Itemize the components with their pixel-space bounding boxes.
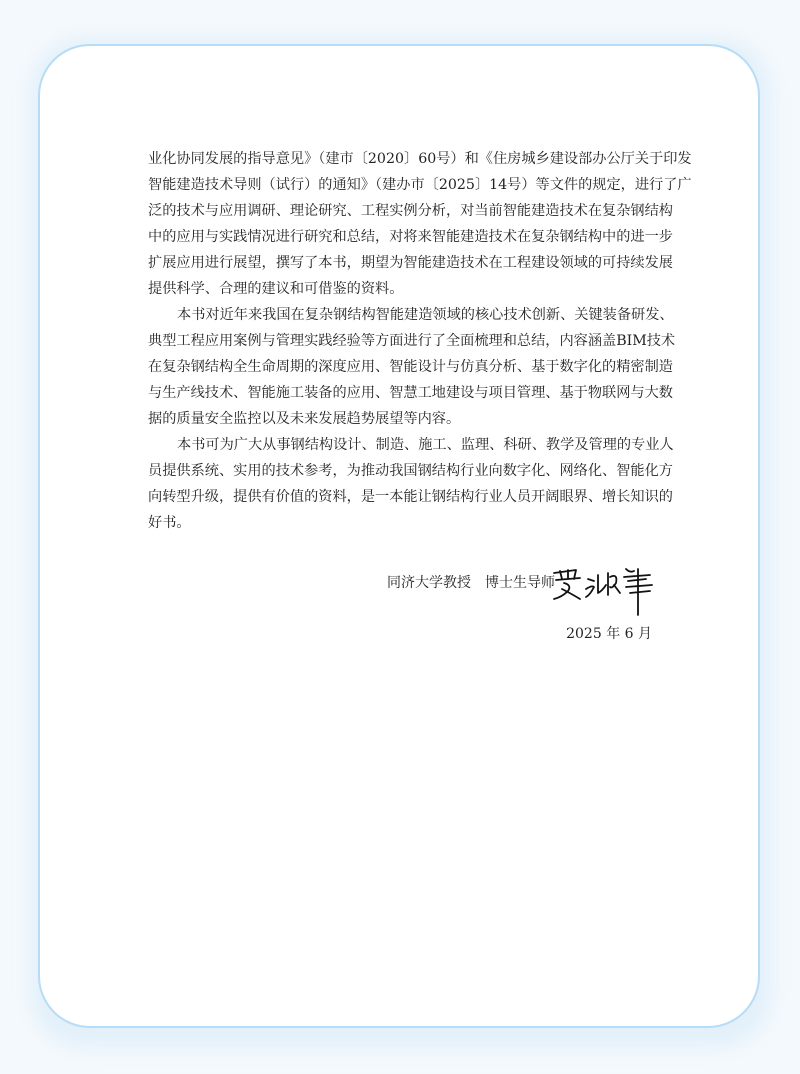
affiliation: 同济大学教授 [387,575,471,591]
text-line: 中的应用与实践情况进行研究和总结，对将来智能建造技术在复杂钢结构中的进一步 [148,229,673,245]
text-line: 向转型升级，提供有价值的资料，是一本能让钢结构行业人员开阔眼界、增长知识的 [148,489,673,505]
text-line: 本书对近年来我国在复杂钢结构智能建造领域的核心技术创新、关键装备研发、 [177,307,674,323]
handwritten-signature [550,565,660,617]
text-line: 扩展应用进行展望，撰写了本书，期望为智能建造技术在工程建设领域的可持续发展 [148,255,673,271]
preface-body [148,146,692,536]
text-line: 好书。 [148,515,191,531]
text-line: 员提供系统、实用的技术参考，为推动我国钢结构行业向数字化、网络化、智能化方 [148,463,673,479]
text-line: 本书可为广大从事钢结构设计、制造、施工、监理、科研、教学及管理的专业人 [177,437,674,453]
text-line: 智能建造技术导则（试行）的通知》（建办市〔2025〕14号）等文件的规定，进行了广 [148,177,692,193]
text-line: 在复杂钢结构全生命周期的深度应用、智能设计与仿真分析、基于数字化的精密制造 [148,359,673,375]
text-line: 典型工程应用案例与管理实践经验等方面进行了全面梳理和总结，内容涵盖BIM技术 [148,333,676,349]
signature-row [387,572,555,592]
author-title: 博士生导师 [485,575,555,591]
text-line: 提供科学、合理的建议和可借鉴的资料。 [148,281,404,297]
text-line: 泛的技术与应用调研、理论研究、工程实例分析，对当前智能建造技术在复杂钢结构 [148,203,673,219]
text-line: 业化协同发展的指导意见》（建市〔2020〕60号）和《住房城乡建设部办公厅关于印发 [148,151,692,167]
date: 2025 年 6 月 [566,626,652,642]
text-line: 据的质量安全监控以及未来发展趋势展望等内容。 [148,411,461,427]
text-line: 与生产线技术、智能施工装备的应用、智慧工地建设与项目管理、基于物联网与大数 [148,385,673,401]
